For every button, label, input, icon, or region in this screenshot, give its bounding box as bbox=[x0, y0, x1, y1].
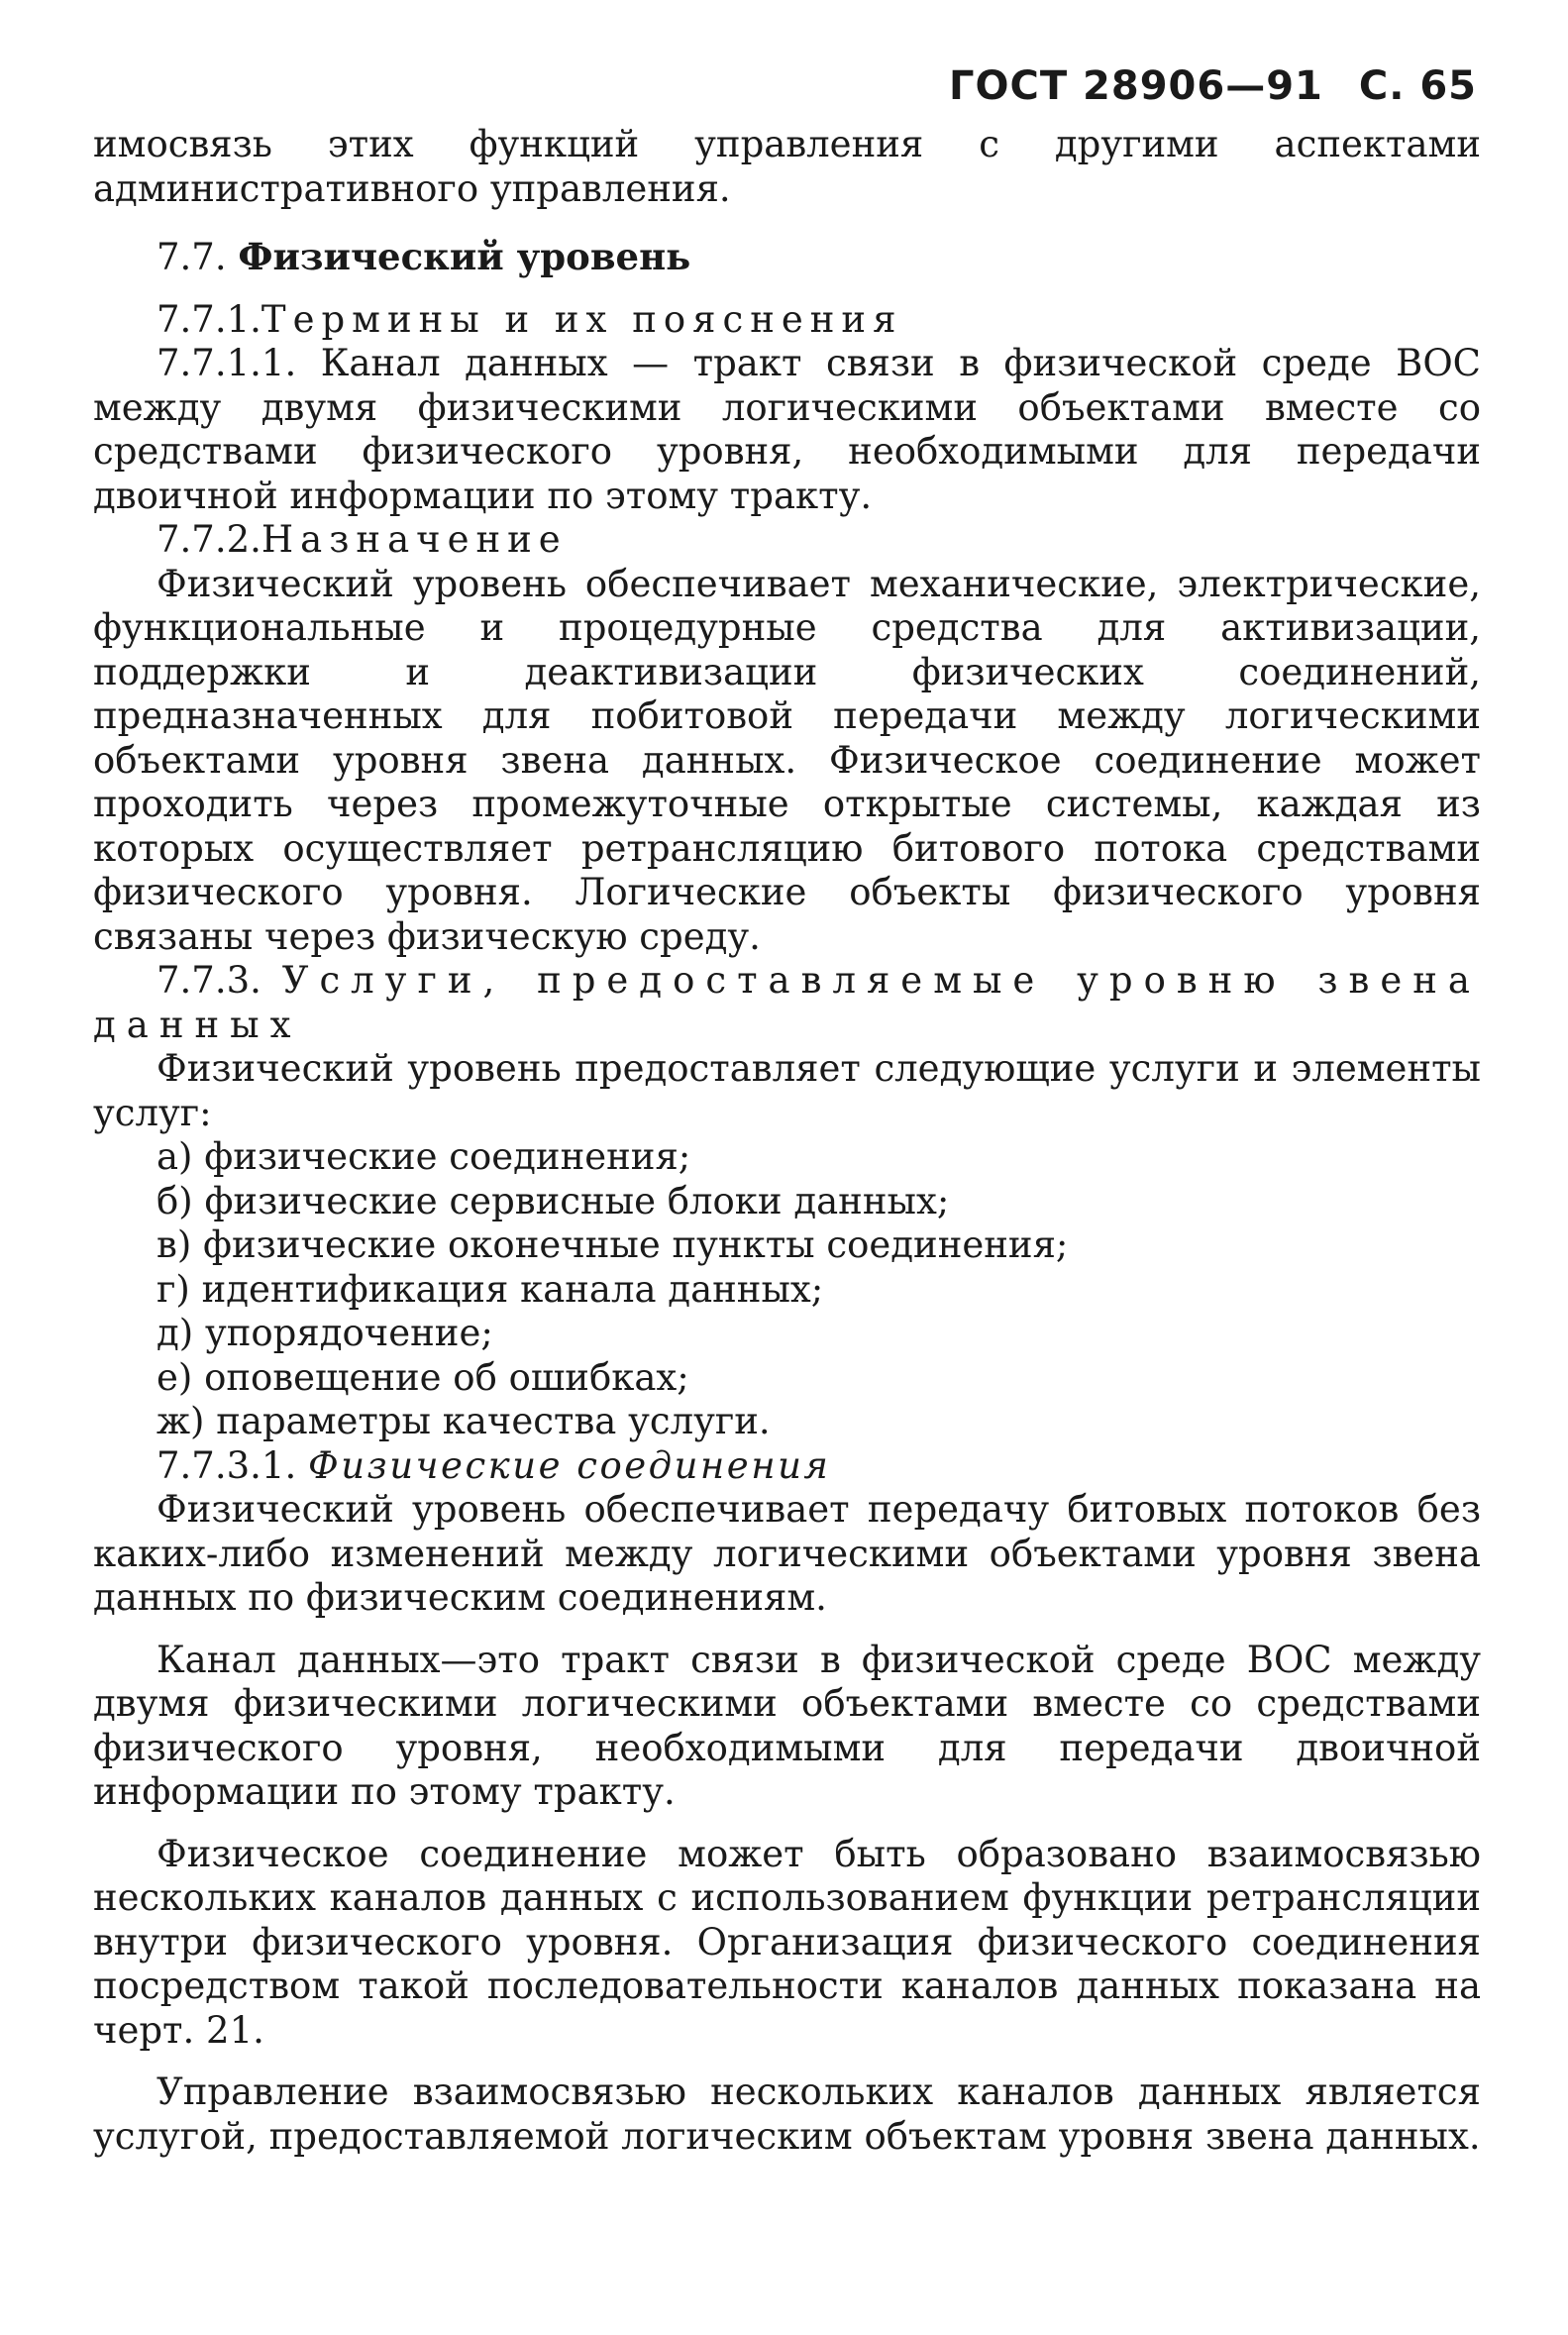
paragraph-7-7-2: Физический уровень обеспечивает механические, электрические, функциональные и процедурные средства для активизации, поддержки и деактивизации физических соединений, предназначенных для побитовой передачи между логическими объектами уровня звена данных. Физическое соединение может проходить через промежуточные открытые системы, каждая из которых осуществляет ретрансляцию битового потока средствами физического уровня. Логические объекты физического уровня связаны через физическую среду. bbox=[93, 562, 1481, 958]
paragraph-7-7-3-1-d: Управление взаимосвязью нескольких каналов данных является услугой, предоставляемой логическим объектам уровня звена данных. bbox=[93, 2070, 1481, 2158]
subsection-title: Услуги, предоставляемые уровню звена данных bbox=[93, 959, 1481, 1046]
subsection-number: 7.7.3.1. bbox=[157, 1443, 297, 1487]
running-header bbox=[93, 63, 1481, 109]
document-body bbox=[93, 123, 1481, 2159]
section-number: 7.7. bbox=[157, 236, 227, 278]
subsection-title: Термины и их пояснения bbox=[261, 297, 903, 341]
subsection-heading-7-7-3-1 bbox=[93, 1444, 1481, 1489]
list-item: д) упорядочение; bbox=[157, 1312, 493, 1354]
subsection-number: 7.7.2. bbox=[157, 518, 261, 561]
subsection-title: Назначение bbox=[261, 518, 568, 561]
subsection-heading-7-7-1 bbox=[93, 298, 1481, 343]
subsection-number: 7.7.1. bbox=[157, 297, 261, 341]
list-item: е) оповещение об ошибках; bbox=[157, 1355, 689, 1399]
subsection-number: 7.7.3. bbox=[157, 959, 261, 1002]
paragraph-7-7-3-1-a: Физический уровень обеспечивает передачу битовых потоков без каких-либо изменений между логическими объектами уровня звена данных по физическим соединениям. bbox=[93, 1488, 1481, 1619]
section-heading-7-7 bbox=[93, 235, 1481, 280]
paragraph-7-7-3-1-c: Физическое соединение может быть образовано взаимосвязью нескольких каналов данных с использованием функции ретрансляции внутри физического уровня. Организация физического соединения посредством такой последовательности каналов данных показана на черт. 21. bbox=[93, 1832, 1481, 2052]
subsection-heading-7-7-3 bbox=[93, 959, 1481, 1047]
page-number: С. 65 bbox=[1358, 63, 1477, 109]
list-item: г) идентификация канала данных; bbox=[157, 1267, 824, 1311]
standard-number: ГОСТ 28906—91 bbox=[948, 63, 1323, 109]
list-item: б) физические сервисные блоки данных; bbox=[157, 1179, 950, 1222]
paragraph-7-7-3-1-b: Канал данных—это тракт связи в физической среде ВОС между двумя физическими логическими объектами вместе со средствами физического уровня, необходимыми для передачи двоичной информации по этому тракту. bbox=[93, 1638, 1481, 1813]
paragraph-7-7-1-1: 7.7.1.1. Канал данных — тракт связи в физической среде ВОС между двумя физическими логическими объектами вместе со средствами физического уровня, необходимыми для передачи двоичной информации по этому тракту. bbox=[93, 342, 1481, 517]
paragraph-continuation: имосвязь этих функций управления с другими аспектами административного управления. bbox=[93, 123, 1481, 210]
section-title: Физический уровень bbox=[238, 235, 691, 278]
list-item: в) физические оконечные пункты соединения; bbox=[157, 1223, 1069, 1266]
list-item: ж) параметры качества услуги. bbox=[157, 1400, 771, 1442]
subsection-heading-7-7-2 bbox=[93, 518, 1481, 563]
list-item: а) физические соединения; bbox=[157, 1135, 691, 1178]
paragraph-7-7-3: Физический уровень предоставляет следующие услуги и элементы услуг: bbox=[93, 1047, 1481, 1134]
subsection-title: Физические соединения bbox=[307, 1443, 831, 1487]
